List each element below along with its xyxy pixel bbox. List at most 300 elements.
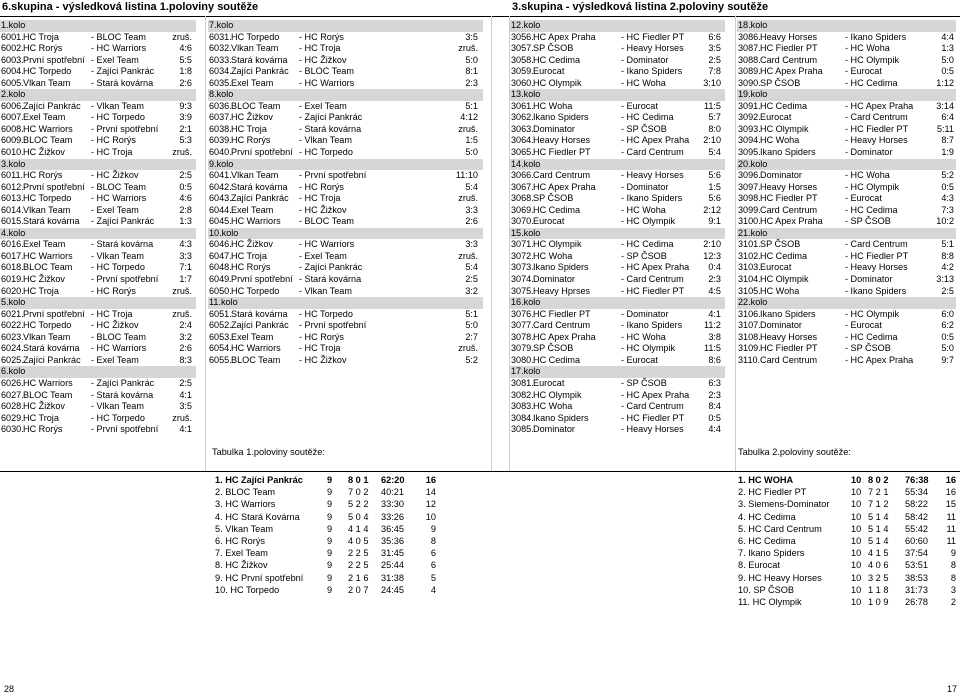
match-number: 3100. bbox=[738, 216, 761, 227]
round-header bbox=[0, 297, 196, 309]
goal-score: 31:45 bbox=[381, 548, 404, 559]
away-team: - Heavy Horses bbox=[845, 135, 908, 146]
match-row bbox=[208, 239, 483, 251]
match-score: 3:2 bbox=[179, 331, 192, 342]
goal-score: 35:36 bbox=[381, 535, 404, 546]
match-number: 3098. bbox=[738, 193, 761, 204]
match-row bbox=[510, 216, 725, 228]
away-team: - BLOC Team bbox=[299, 66, 354, 77]
goal-score: 53:51 bbox=[905, 560, 928, 571]
games-played: 9 bbox=[327, 572, 333, 583]
match-number: 3058. bbox=[511, 54, 534, 65]
match-row bbox=[510, 378, 725, 390]
team-name: 10. HC Torpedo bbox=[215, 584, 280, 595]
away-team: - Dominator bbox=[845, 274, 893, 285]
home-team: První spotřební bbox=[23, 308, 85, 319]
round-label: 21.kolo bbox=[738, 227, 768, 238]
match-score: 11:5 bbox=[703, 100, 721, 111]
team-name: 1. HC Zajíci Pankrác bbox=[215, 475, 303, 485]
match-number: 6028. bbox=[1, 401, 24, 412]
away-team: - Vlkan Team bbox=[299, 285, 352, 296]
home-team: HC Warriors bbox=[23, 123, 73, 134]
match-number: 6031. bbox=[209, 31, 232, 42]
match-row bbox=[0, 309, 196, 321]
standings-row bbox=[738, 474, 958, 486]
home-team: HC Apex Praha bbox=[533, 331, 596, 342]
match-row bbox=[208, 332, 483, 344]
home-team: Exel Team bbox=[231, 77, 274, 88]
round-header bbox=[510, 159, 725, 171]
match-number: 6002. bbox=[1, 43, 24, 54]
home-team: HC Žižkov bbox=[231, 239, 273, 250]
away-team: - HC Cedima bbox=[845, 77, 898, 88]
round-label: 9.kolo bbox=[209, 158, 234, 169]
match-row bbox=[510, 78, 725, 90]
away-team: - HC Torpedo bbox=[91, 262, 145, 273]
round-label: 17.kolo bbox=[511, 366, 541, 377]
round-label: 12.kolo bbox=[511, 20, 541, 30]
standings-rule bbox=[0, 471, 960, 472]
match-row bbox=[737, 205, 956, 217]
round-header bbox=[208, 159, 483, 171]
match-number: 3064. bbox=[511, 135, 534, 146]
match-score: zruš. bbox=[458, 343, 478, 354]
home-team: HC Torpedo bbox=[23, 320, 72, 331]
points: 16 bbox=[945, 475, 956, 485]
match-score: 7:3 bbox=[941, 204, 954, 215]
match-number: 3089. bbox=[738, 66, 761, 77]
standings-row bbox=[212, 535, 442, 547]
team-name: 4. HC Cedima bbox=[738, 511, 796, 522]
right-page-title: 3.skupina - výsledková listina 2.poloviny soutěže bbox=[512, 1, 769, 13]
match-number: 6050. bbox=[209, 285, 232, 296]
match-score: zruš. bbox=[172, 285, 192, 296]
goal-score: 55:34 bbox=[905, 487, 928, 498]
match-number: 6053. bbox=[209, 331, 232, 342]
match-number: 6018. bbox=[1, 262, 24, 273]
home-team: Vlkan Team bbox=[231, 170, 279, 181]
match-number: 6027. bbox=[1, 389, 24, 400]
standings-row bbox=[738, 584, 958, 596]
goal-score: 36:45 bbox=[381, 523, 404, 534]
away-team: - Exel Team bbox=[91, 354, 139, 365]
match-row bbox=[737, 182, 956, 194]
match-number: 6022. bbox=[1, 320, 24, 331]
home-team: SP ČSOB bbox=[533, 43, 574, 54]
standings-row bbox=[738, 559, 958, 571]
home-team: HC Woha bbox=[760, 135, 800, 146]
away-team: - Zajíci Pankrác bbox=[91, 216, 155, 227]
home-team: HC Cedima bbox=[533, 354, 580, 365]
match-score: 3:3 bbox=[179, 250, 192, 261]
away-team: - HC Woha bbox=[621, 77, 666, 88]
match-number: 6049. bbox=[209, 274, 232, 285]
goal-score: 24:45 bbox=[381, 584, 404, 595]
standings-row bbox=[212, 498, 442, 510]
match-row bbox=[0, 320, 196, 332]
round-header bbox=[510, 89, 725, 101]
goal-score: 38:53 bbox=[905, 572, 928, 583]
match-row bbox=[510, 286, 725, 298]
standings-row bbox=[212, 584, 442, 596]
match-row bbox=[737, 43, 956, 55]
match-score: 1:5 bbox=[708, 181, 721, 192]
away-team: - SP ČSOB bbox=[845, 343, 891, 354]
match-score: 0:5 bbox=[941, 331, 954, 342]
win-draw-loss: 1 1 8 bbox=[868, 584, 889, 595]
round-label: 1.kolo bbox=[1, 20, 26, 30]
home-team: HC Žižkov bbox=[23, 147, 65, 158]
match-score: 8:6 bbox=[708, 354, 721, 365]
away-team: - Exel Team bbox=[299, 250, 347, 261]
match-row bbox=[0, 182, 196, 194]
match-number: 6025. bbox=[1, 354, 24, 365]
away-team: - Eurocat bbox=[845, 66, 882, 77]
round-label: 2.kolo bbox=[1, 89, 26, 100]
standings-row bbox=[212, 523, 442, 535]
points: 10 bbox=[425, 511, 436, 522]
away-team: - Heavy Horses bbox=[621, 170, 684, 181]
match-score: 3:5 bbox=[708, 43, 721, 54]
team-name: 4. HC Stará Kovárna bbox=[215, 511, 300, 522]
match-number: 3079. bbox=[511, 343, 534, 354]
standings-row bbox=[738, 486, 958, 498]
away-team: - BLOC Team bbox=[91, 31, 146, 42]
home-team: HC Apex Praha bbox=[533, 31, 596, 42]
games-played: 10 bbox=[851, 499, 862, 510]
away-team: - Dominator bbox=[845, 147, 893, 158]
away-team: - Card Centrum bbox=[621, 147, 684, 158]
home-team: Vlkan Team bbox=[23, 331, 71, 342]
match-number: 3059. bbox=[511, 66, 534, 77]
away-team: - Vlkan Team bbox=[91, 401, 144, 412]
away-team: - HC Cedima bbox=[621, 112, 674, 123]
round-label: 15.kolo bbox=[511, 227, 541, 238]
away-team: - HC Troja bbox=[299, 193, 341, 204]
match-score: 0:5 bbox=[179, 181, 192, 192]
win-draw-loss: 5 1 4 bbox=[868, 535, 889, 546]
match-row bbox=[510, 413, 725, 425]
match-row bbox=[737, 112, 956, 124]
match-number: 3109. bbox=[738, 343, 761, 354]
round-label: 8.kolo bbox=[209, 89, 234, 100]
match-score: 5:3 bbox=[179, 135, 192, 146]
standings-right-label: Tabulka 2.poloviny soutěže: bbox=[738, 447, 851, 457]
points: 4 bbox=[430, 584, 436, 595]
home-team: Card Centrum bbox=[760, 354, 818, 365]
goal-score: 31:73 bbox=[905, 584, 928, 595]
games-played: 9 bbox=[327, 548, 333, 559]
standings-row bbox=[212, 474, 442, 486]
standings-row bbox=[212, 572, 442, 584]
match-number: 3069. bbox=[511, 204, 534, 215]
round-header bbox=[208, 297, 483, 309]
points: 9 bbox=[950, 548, 956, 559]
match-number: 6038. bbox=[209, 123, 232, 134]
goal-score: 33:26 bbox=[381, 511, 404, 522]
match-number: 6026. bbox=[1, 377, 24, 388]
match-number: 6021. bbox=[1, 308, 24, 319]
match-row bbox=[0, 43, 196, 55]
match-row bbox=[510, 170, 725, 182]
match-score: 6:4 bbox=[941, 112, 954, 123]
home-team: Zajíci Pankrác bbox=[23, 100, 81, 111]
away-team: - HC Žižkov bbox=[91, 170, 139, 181]
away-team: - Dominator bbox=[621, 54, 669, 65]
away-team: - Vlkan Team bbox=[91, 100, 144, 111]
match-number: 6032. bbox=[209, 43, 232, 54]
goal-score: 31:38 bbox=[381, 572, 404, 583]
match-score: 4:4 bbox=[941, 31, 954, 42]
home-team: HC Olympik bbox=[533, 389, 582, 400]
match-number: 6035. bbox=[209, 77, 232, 88]
away-team: - HC Žižkov bbox=[299, 354, 347, 365]
home-team: BLOC Team bbox=[23, 135, 73, 146]
match-score: 5:1 bbox=[465, 100, 478, 111]
match-score: 5:0 bbox=[941, 343, 954, 354]
match-row bbox=[208, 66, 483, 78]
home-team: Stará kovárna bbox=[231, 181, 288, 192]
match-score: 2:3 bbox=[708, 389, 721, 400]
games-played: 10 bbox=[851, 548, 862, 559]
home-team: SP ČSOB bbox=[760, 77, 801, 88]
round-header bbox=[737, 228, 956, 240]
match-score: 9:3 bbox=[179, 100, 192, 111]
right-page-number: 17 bbox=[947, 684, 958, 694]
away-team: - Stará kovárna bbox=[91, 77, 154, 88]
match-score: 1:8 bbox=[179, 66, 192, 77]
match-row bbox=[510, 320, 725, 332]
match-number: 6011. bbox=[1, 170, 24, 181]
match-number: 3096. bbox=[738, 170, 761, 181]
away-team: - Dominator bbox=[621, 181, 669, 192]
team-name: 10. SP ČSOB bbox=[738, 584, 795, 595]
home-team: Vlkan Team bbox=[231, 43, 279, 54]
home-team: Eurocat bbox=[760, 112, 792, 123]
match-number: 6047. bbox=[209, 250, 232, 261]
win-draw-loss: 3 2 5 bbox=[868, 572, 889, 583]
match-score: 2:6 bbox=[179, 77, 192, 88]
home-team: Ikano Spiders bbox=[760, 147, 816, 158]
away-team: - Eurocat bbox=[845, 320, 882, 331]
home-team: HC Troja bbox=[231, 123, 267, 134]
match-row bbox=[208, 320, 483, 332]
home-team: HC Warriors bbox=[231, 343, 281, 354]
home-team: Dominator bbox=[533, 274, 575, 285]
round-label: 5.kolo bbox=[1, 297, 26, 308]
away-team: - HC Cedima bbox=[845, 331, 898, 342]
away-team: - HC Rorýs bbox=[91, 135, 136, 146]
games-played: 9 bbox=[327, 560, 333, 571]
match-number: 6003. bbox=[1, 54, 24, 65]
points: 9 bbox=[430, 523, 436, 534]
match-number: 3065. bbox=[511, 147, 534, 158]
away-team: - HC Woha bbox=[845, 170, 890, 181]
home-team: HC Rorýs bbox=[23, 170, 63, 181]
round-header bbox=[510, 366, 725, 378]
match-number: 6024. bbox=[1, 343, 24, 354]
match-row bbox=[208, 112, 483, 124]
points: 11 bbox=[946, 511, 956, 522]
match-score: 3:13 bbox=[936, 274, 954, 285]
match-row bbox=[0, 112, 196, 124]
match-number: 6010. bbox=[1, 147, 24, 158]
standings-row bbox=[738, 523, 958, 535]
match-score: 2:3 bbox=[708, 274, 721, 285]
match-number: 6001. bbox=[1, 31, 24, 42]
match-number: 3084. bbox=[511, 412, 534, 423]
match-number: 3066. bbox=[511, 170, 534, 181]
match-number: 6016. bbox=[1, 239, 24, 250]
match-row bbox=[737, 124, 956, 136]
match-row bbox=[208, 170, 483, 182]
match-row bbox=[510, 135, 725, 147]
games-played: 10 bbox=[851, 475, 862, 485]
away-team: - Exel Team bbox=[91, 204, 139, 215]
home-team: HC Olympik bbox=[533, 239, 582, 250]
match-row bbox=[510, 262, 725, 274]
away-team: - HC Fiedler PT bbox=[621, 412, 685, 423]
home-team: BLOC Team bbox=[231, 354, 281, 365]
home-team: Heavy Hprses bbox=[533, 285, 591, 296]
home-team: HC Warriors bbox=[231, 216, 281, 227]
match-row bbox=[208, 43, 483, 55]
round-header bbox=[0, 366, 196, 378]
away-team: - První spotřební bbox=[299, 170, 367, 181]
home-team: Ikano Spiders bbox=[533, 262, 589, 273]
round-label: 14.kolo bbox=[511, 158, 541, 169]
match-score: 9:7 bbox=[941, 354, 954, 365]
match-score: 10:2 bbox=[936, 216, 954, 227]
match-score: zruš. bbox=[458, 193, 478, 204]
match-score: 3:5 bbox=[179, 401, 192, 412]
home-team: Zajíci Pankrác bbox=[231, 66, 289, 77]
away-team: - HC Apex Praha bbox=[845, 354, 914, 365]
match-number: 6030. bbox=[1, 424, 24, 435]
home-team: Eurocat bbox=[760, 262, 792, 273]
home-team: HC Rorýs bbox=[231, 135, 271, 146]
home-team: HC Apex Praha bbox=[760, 66, 823, 77]
home-team: Stará kovárna bbox=[23, 216, 80, 227]
match-number: 3105. bbox=[738, 285, 761, 296]
away-team: - SP ČSOB bbox=[621, 377, 667, 388]
away-team: - HC Apex Praha bbox=[845, 100, 914, 111]
round-label: 22.kolo bbox=[738, 297, 768, 308]
goal-score: 60:60 bbox=[905, 535, 928, 546]
away-team: - Stará kovárna bbox=[91, 239, 154, 250]
match-number: 3077. bbox=[511, 320, 534, 331]
away-team: - HC Olympik bbox=[621, 343, 676, 354]
round-header bbox=[0, 228, 196, 240]
home-team: HC Cedima bbox=[533, 54, 580, 65]
match-row bbox=[0, 378, 196, 390]
match-number: 3103. bbox=[738, 262, 761, 273]
away-team: - HC Fiedler PT bbox=[845, 123, 909, 134]
match-number: 3085. bbox=[511, 424, 534, 435]
match-row bbox=[510, 251, 725, 263]
away-team: - HC Rorýs bbox=[299, 31, 344, 42]
match-score: 5:0 bbox=[465, 147, 478, 158]
home-team: HC Torpedo bbox=[23, 193, 72, 204]
home-team: Card Centrum bbox=[760, 54, 818, 65]
match-score: zruš. bbox=[458, 43, 478, 54]
match-score: 0:5 bbox=[941, 181, 954, 192]
match-number: 6017. bbox=[1, 250, 24, 261]
games-played: 10 bbox=[851, 572, 862, 583]
points: 6 bbox=[430, 560, 436, 571]
goal-score: 55:42 bbox=[905, 523, 928, 534]
match-number: 3070. bbox=[511, 216, 534, 227]
team-name: 9. HC Heavy Horses bbox=[738, 572, 822, 583]
match-score: 2:5 bbox=[708, 54, 721, 65]
match-score: 4:3 bbox=[179, 239, 192, 250]
team-name: 6. HC Rorýs bbox=[215, 535, 266, 546]
match-number: 3074. bbox=[511, 274, 534, 285]
match-number: 3062. bbox=[511, 112, 534, 123]
standings-row bbox=[738, 596, 958, 608]
match-number: 3102. bbox=[738, 250, 761, 261]
match-score: 3:3 bbox=[465, 239, 478, 250]
match-number: 6012. bbox=[1, 181, 24, 192]
win-draw-loss: 8 0 1 bbox=[348, 475, 369, 485]
match-row bbox=[510, 239, 725, 251]
round-label: 13.kolo bbox=[511, 89, 541, 100]
match-score: 6:6 bbox=[708, 31, 721, 42]
home-team: Card Centrum bbox=[533, 320, 591, 331]
round-header bbox=[510, 228, 725, 240]
away-team: - HC Woha bbox=[621, 331, 666, 342]
round-header bbox=[737, 20, 956, 32]
match-number: 6042. bbox=[209, 181, 232, 192]
match-score: 8:7 bbox=[941, 135, 954, 146]
match-row bbox=[510, 424, 725, 436]
points: 16 bbox=[425, 475, 436, 485]
away-team: - HC Torpedo bbox=[299, 308, 353, 319]
match-number: 3075. bbox=[511, 285, 534, 296]
match-score: 2:6 bbox=[465, 216, 478, 227]
match-number: 3068. bbox=[511, 193, 534, 204]
round-header bbox=[0, 20, 196, 32]
match-row bbox=[737, 332, 956, 344]
points: 14 bbox=[425, 487, 436, 498]
win-draw-loss: 2 1 6 bbox=[348, 572, 369, 583]
match-row bbox=[737, 320, 956, 332]
match-score: 6:3 bbox=[708, 377, 721, 388]
points: 11 bbox=[946, 523, 956, 534]
standings-row bbox=[212, 511, 442, 523]
goal-score: 37:54 bbox=[905, 548, 928, 559]
away-team: - SP ČSOB bbox=[621, 250, 667, 261]
games-played: 10 bbox=[851, 511, 862, 522]
home-team: Exel Team bbox=[231, 331, 274, 342]
points: 8 bbox=[950, 560, 956, 571]
match-score: 12:3 bbox=[703, 250, 721, 261]
goal-score: 62:20 bbox=[381, 475, 405, 485]
match-number: 3097. bbox=[738, 181, 761, 192]
match-score: 4:4 bbox=[708, 424, 721, 435]
win-draw-loss: 5 1 4 bbox=[868, 523, 889, 534]
goal-score: 26:78 bbox=[905, 596, 928, 607]
goal-score: 58:22 bbox=[905, 499, 928, 510]
match-row bbox=[0, 274, 196, 286]
match-score: 8:3 bbox=[179, 354, 192, 365]
match-number: 3110. bbox=[738, 354, 761, 365]
match-score: 3:8 bbox=[708, 331, 721, 342]
match-score: 4:1 bbox=[708, 308, 721, 319]
match-number: 3088. bbox=[738, 54, 761, 65]
away-team: - Ikano Spiders bbox=[621, 66, 683, 77]
round-label: 16.kolo bbox=[511, 297, 541, 308]
